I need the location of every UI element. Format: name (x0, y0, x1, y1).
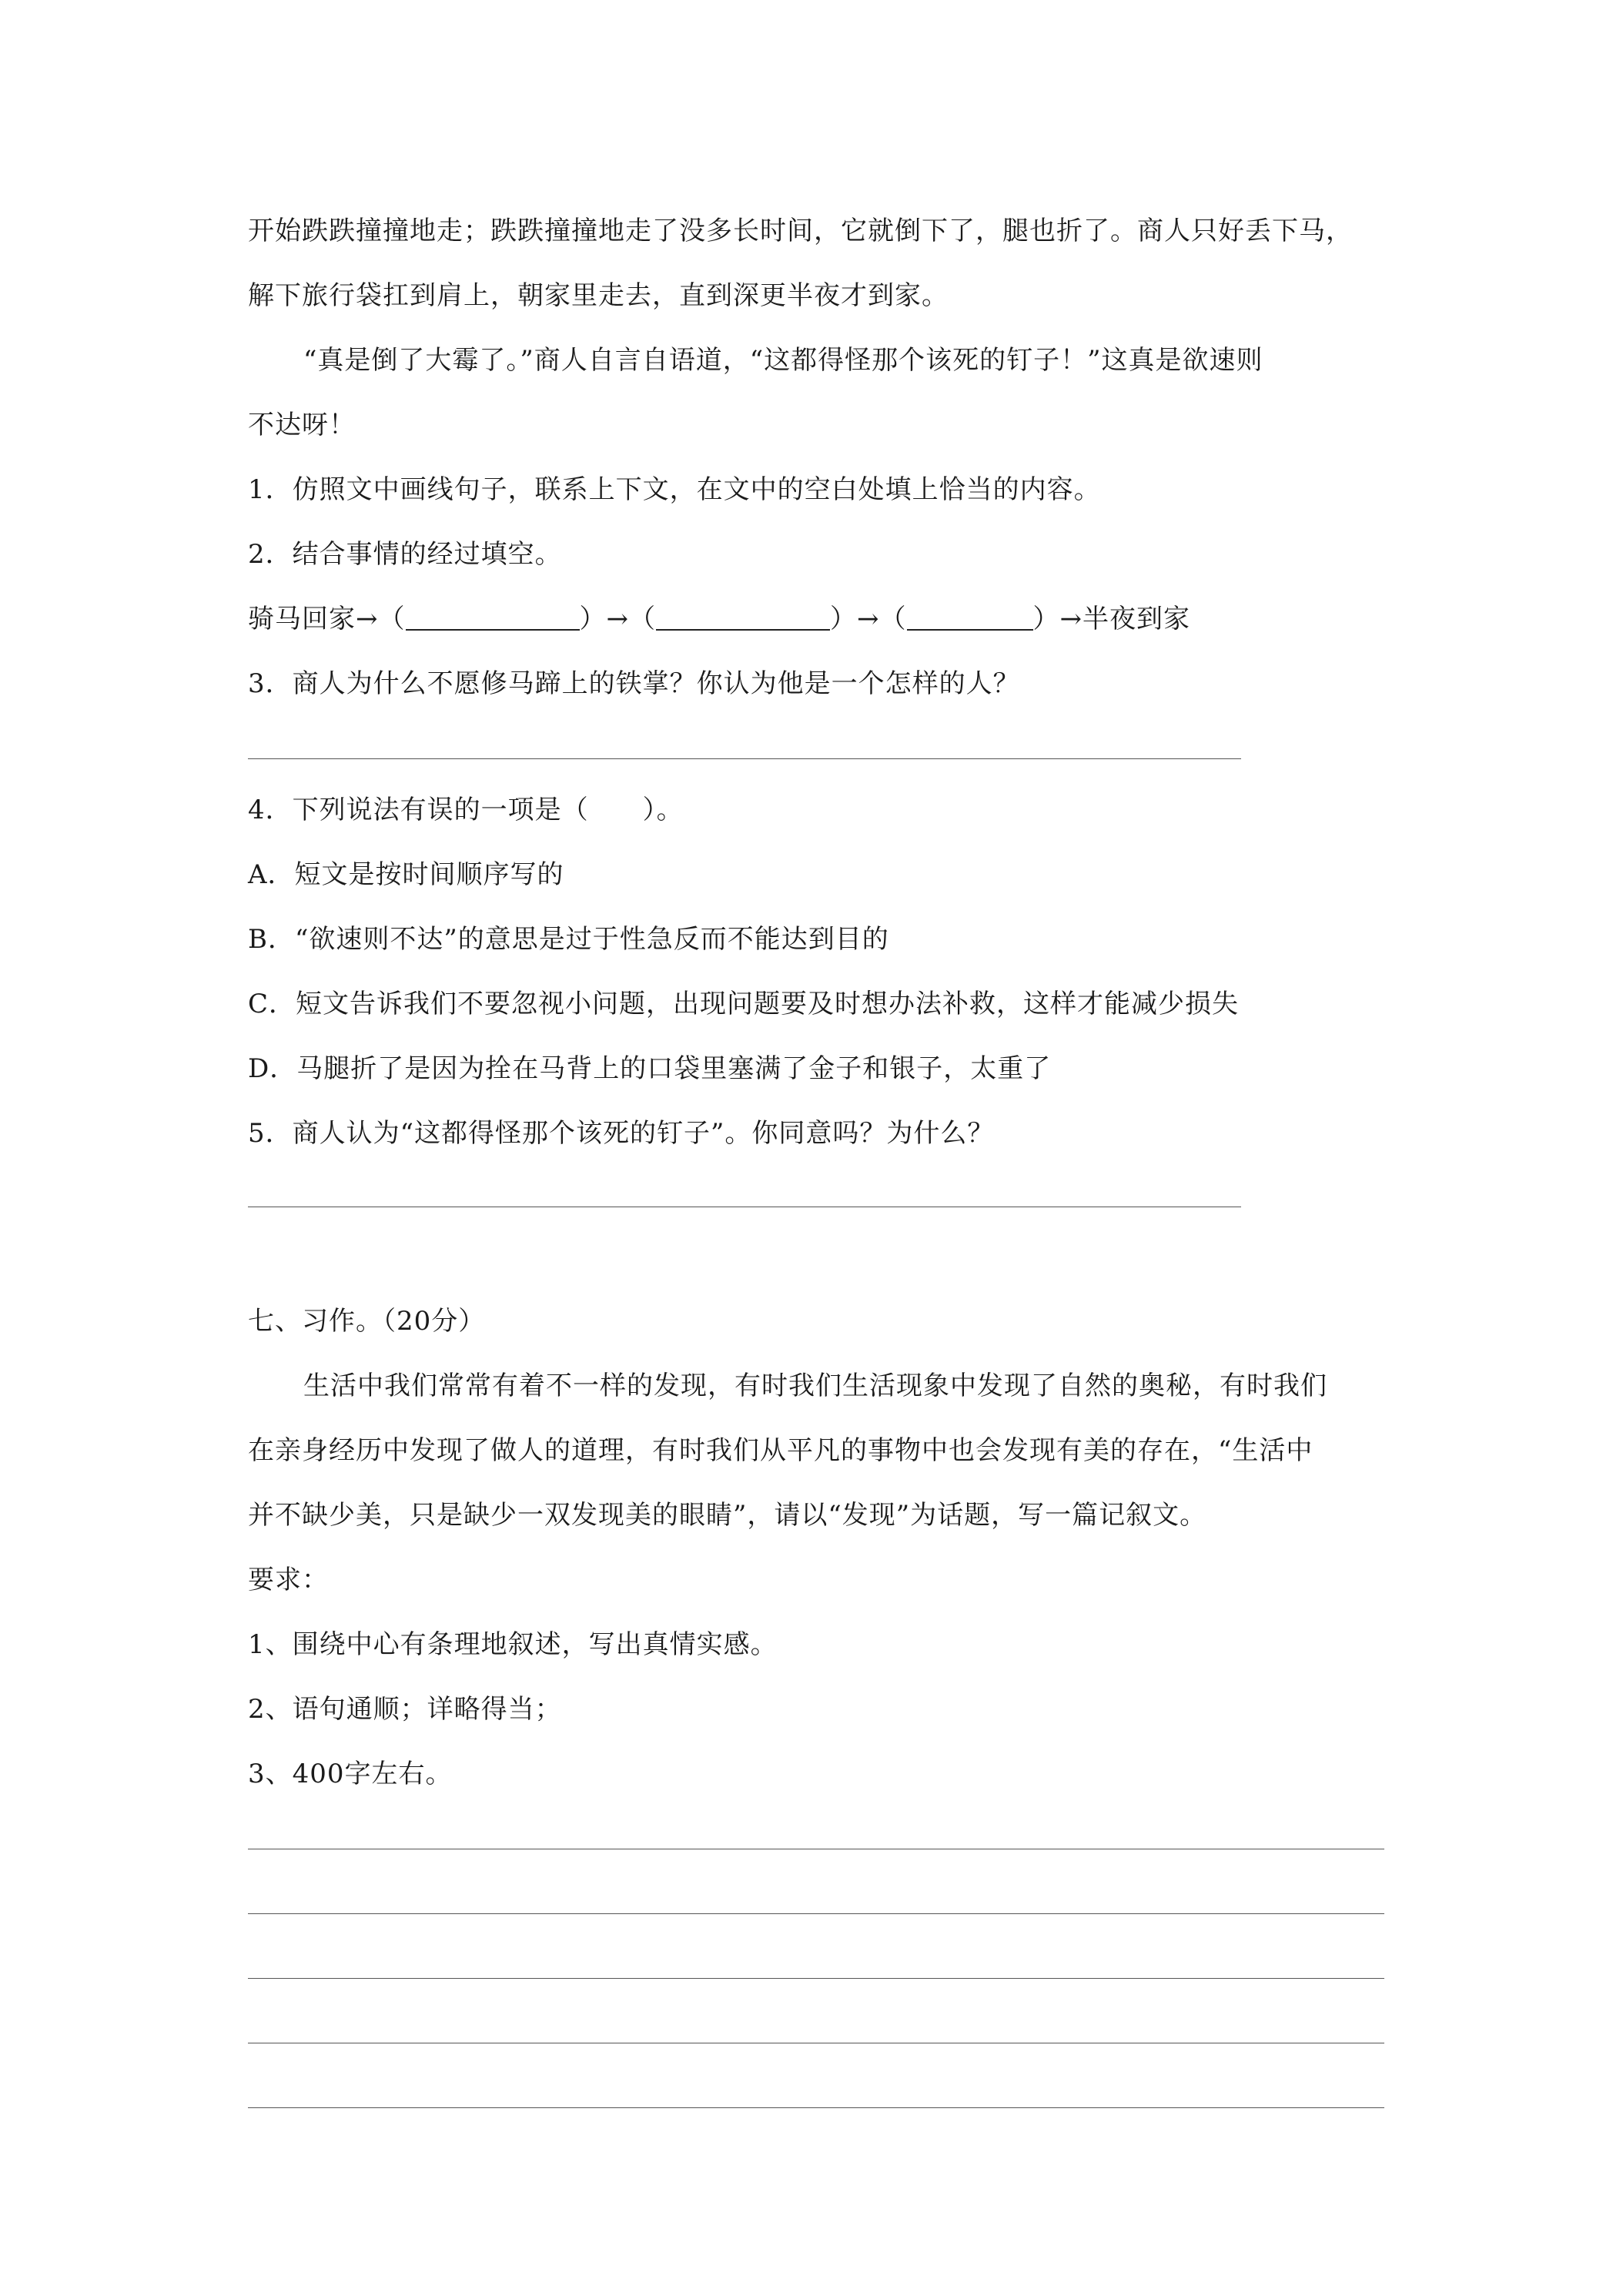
option-c: C．短文告诉我们不要忽视小问题，出现问题要及时想办法补救，这样才能减少损失 (248, 989, 1240, 1019)
writing-prompt-line-3: 并不缺少美，只是缺少一双发现美的眼睛”，请以“发现”为话题，写一篇记叙文。 (248, 1500, 1207, 1531)
requirement-3: 3、400字左右。 (248, 1759, 453, 1789)
writing-line-2[interactable] (248, 1913, 1384, 1914)
question-4: 4．下列说法有误的一项是（ ）。 (248, 795, 684, 825)
requirements-label: 要求： (248, 1565, 329, 1595)
writing-line-3[interactable] (248, 1978, 1384, 1979)
passage-line-1: 开始跌跌撞撞地走；跌跌撞撞地走了没多长时间，它就倒下了，腿也折了。商人只好丢下马， (248, 216, 1353, 246)
answer-line-q3[interactable] (248, 758, 1241, 759)
option-b: B．“欲速则不达”的意思是过于性急反而不能达到目的 (248, 924, 889, 955)
flow-mid-1: ）→（ (579, 604, 656, 634)
writing-heading: 七、习作。（20分） (248, 1306, 486, 1337)
passage-line-3: “真是倒了大霉了。”商人自言自语道，“这都得怪那个该死的钉子！”这真是欲速则 (303, 345, 1263, 376)
flow-mid-2: ）→（ (830, 604, 907, 634)
answer-blank-3[interactable] (907, 606, 1033, 631)
question-2-flow (248, 602, 1190, 636)
writing-line-5[interactable] (248, 2107, 1384, 2108)
writing-prompt-line-1: 生活中我们常常有着不一样的发现，有时我们生活现象中发现了自然的奥秘，有时我们 (303, 1371, 1327, 1401)
question-1: 1．仿照文中画线句子，联系上下文，在文中的空白处填上恰当的内容。 (248, 474, 1101, 505)
question-2: 2．结合事情的经过填空。 (248, 539, 562, 570)
flow-start: 骑马回家→（ (248, 604, 406, 634)
answer-blank-2[interactable] (656, 606, 830, 631)
option-a: A．短文是按时间顺序写的 (248, 859, 564, 890)
question-3: 3．商人为什么不愿修马蹄上的铁掌？你认为他是一个怎样的人？ (248, 668, 1020, 699)
question-5: 5．商人认为“这都得怪那个该死的钉子”。你同意吗？为什么？ (248, 1118, 995, 1149)
passage-line-2: 解下旅行袋扛到肩上，朝家里走去，直到深更半夜才到家。 (248, 280, 949, 311)
requirement-1: 1、围绕中心有条理地叙述，写出真情实感。 (248, 1629, 778, 1660)
writing-prompt-line-2: 在亲身经历中发现了做人的道理，有时我们从平凡的事物中也会发现有美的存在，“生活中 (248, 1435, 1313, 1466)
option-d: D．马腿折了是因为拴在马背上的口袋里塞满了金子和银子，太重了 (248, 1053, 1052, 1084)
passage-line-4: 不达呀！ (248, 410, 356, 440)
answer-blank-1[interactable] (406, 606, 580, 631)
requirement-2: 2、语句通顺；详略得当； (248, 1694, 562, 1725)
flow-end: ）→半夜到家 (1032, 604, 1190, 634)
